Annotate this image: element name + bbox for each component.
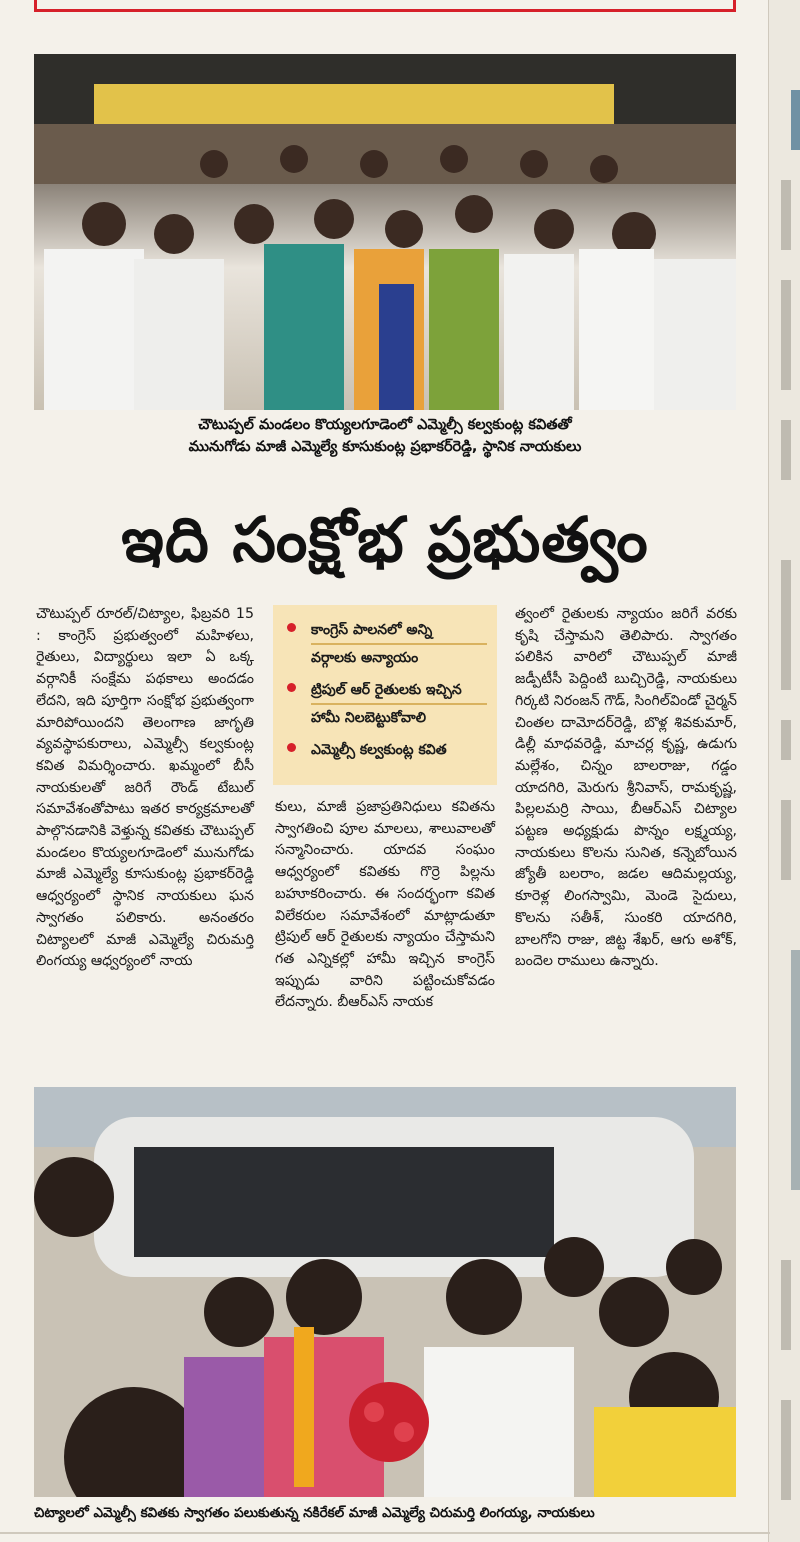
highlight-item: ట్రిపుల్ ఆర్ రైతులకు ఇచ్చిన హామీ నిలబెట్టుకోవాలి bbox=[287, 677, 487, 731]
headline: ఇది సంక్షోభ ప్రభుత్వం bbox=[121, 503, 649, 576]
highlight-box bbox=[273, 605, 497, 785]
article-column-2: కులు, మాజీ ప్రజాప్రతినిధులు కవితను స్వాగతించి పూల మాలలు, శాలువాలతో సన్మానించారు. యాదవ సంఘం ఆధ్వర్యంలో కవితకు గొర్రె పిల్లను బహూకరించారు. ఈ సందర్భంగా కవిత విలేకరుల సమావేశంలో మాట్లాడుతూ ట్రిపుల్ ఆర్ రైతులకు న్యాయం చేస్తామని గత ఎన్నికల్లో హామీ ఇచ్చిన కాంగ్రెస్ ఇప్పుడు వారిని పట్టించుకోవడం లేదన్నారు. బీఆర్‌ఎస్ నాయక bbox=[275, 799, 495, 1011]
bullet-icon bbox=[287, 743, 296, 752]
highlight-item: కాంగ్రెస్ పాలనలో అన్ని వర్గాలకు అన్యాయం bbox=[287, 617, 487, 671]
article-column-1: చౌటుప్పల్ రూరల్/చిట్యాల, ఫిబ్రవరి 15 : కాంగ్రెస్ ప్రభుత్వంలో మహిళలు, రైతులు, విద్యార్థులు ఇలా ఏ ఒక్క వర్గానికీ సంక్షేమ పథకాలు అందడం లేదని, ఇది పూర్తిగా సంక్షోభ ప్రభుత్వంగా మారిపోయిందని తెలంగాణ జాగృతి వ్యవస్థాపకురాలు, ఎమ్మెల్సీ కల్వకుంట్ల కవిత విమర్శించారు. ఖమ్మంలో బీసీ నాయకులతో జరిగే రౌండ్ టేబుల్ సమావేశంతోపాటు ఇతర కార్యక్రమాలతో పాల్గొనడానికి వెళ్తున్న కవితకు చౌటుప్పల్ మండలం కొయ్యలగూడెంలో మునుగోడు మాజీ ఎమ్మెల్యే కూసుకుంట్ల ప్రభాకర్‌రెడ్డి ఆధ్వర్యంలో స్థానిక నాయకులు ఘన స్వాగతం పలికారు. అనంతరం చిట్యాలలో మాజీ ఎమ్మెల్యే చిరుమర్తి లింగయ్య ఆధ్వర్యంలో నాయ bbox=[36, 606, 254, 970]
bullet-icon bbox=[287, 623, 296, 632]
previous-article-frame bbox=[34, 0, 736, 12]
bottom-photo-caption: చిట్యాలలో ఎమ్మెల్సీ కవితకు స్వాగతం పలుకుతున్న నకిరేకల్ మాజీ ఎమ్మెల్యే చిరుమర్తి లింగయ్య, నాయకులు bbox=[34, 1505, 595, 1521]
top-news-photo bbox=[34, 54, 736, 410]
page-bottom-rule bbox=[0, 1532, 770, 1534]
adjacent-page-edge bbox=[768, 0, 800, 1542]
bottom-news-photo bbox=[34, 1087, 736, 1497]
bullet-icon bbox=[287, 683, 296, 692]
top-photo-caption: చౌటుప్పల్ మండలం కొయ్యలగూడెంలో ఎమ్మెల్సీ కల్వకుంట్ల కవితతో మునుగోడు మాజీ ఎమ్మెల్యే కూసుకుంట్ల ప్రభాకర్‌రెడ్డి, స్థానిక నాయకులు bbox=[188, 417, 582, 455]
article-column-3: త్వంలో రైతులకు న్యాయం జరిగే వరకు కృషి చేస్తామని తెలిపారు. స్వాగతం పలికిన వారిలో చౌటుప్పల్ మాజీ జడ్పీటీసీ పెద్దింటి బుచ్చిరెడ్డి, నాయకులు గిర్కటి నిరంజన్ గౌడ్, సింగిల్‌విండో చైర్మన్ చింతల దామోదర్‌రెడ్డి, బొళ్ల శివకుమార్, డిల్లీ మాధవరెడ్డి, మాచర్ల కృష్ణ, ఉడుగు మల్లేశం, చిన్నం బాలరాజు, గడ్డం యాదగిరి, మెరుగు శ్రీనివాస్, రామకృష్ణ, పిల్లలమర్రి సాయి, బీఆర్‌ఎస్ చిట్యాల పట్టణ అధ్యక్షుడు పొన్నం లక్ష్మయ్య, నాయకులు కొలను సునిత, కన్నెబోయిన జ్యోతీ బలరాం, జడల ఆదిమల్లయ్య, కూరెళ్ల లింగస్వామి, మెండె సైదులు, కొలను సతీశ్, సుంకరి యాదగిరి, బాలగోని రాజు, జిట్ట శేఖర్, ఆగు అశోక్, బందెల రాములు ఉన్నారు. bbox=[515, 606, 737, 970]
highlight-item: ఎమ్మెల్సీ కల్వకుంట్ల కవిత bbox=[287, 737, 487, 763]
